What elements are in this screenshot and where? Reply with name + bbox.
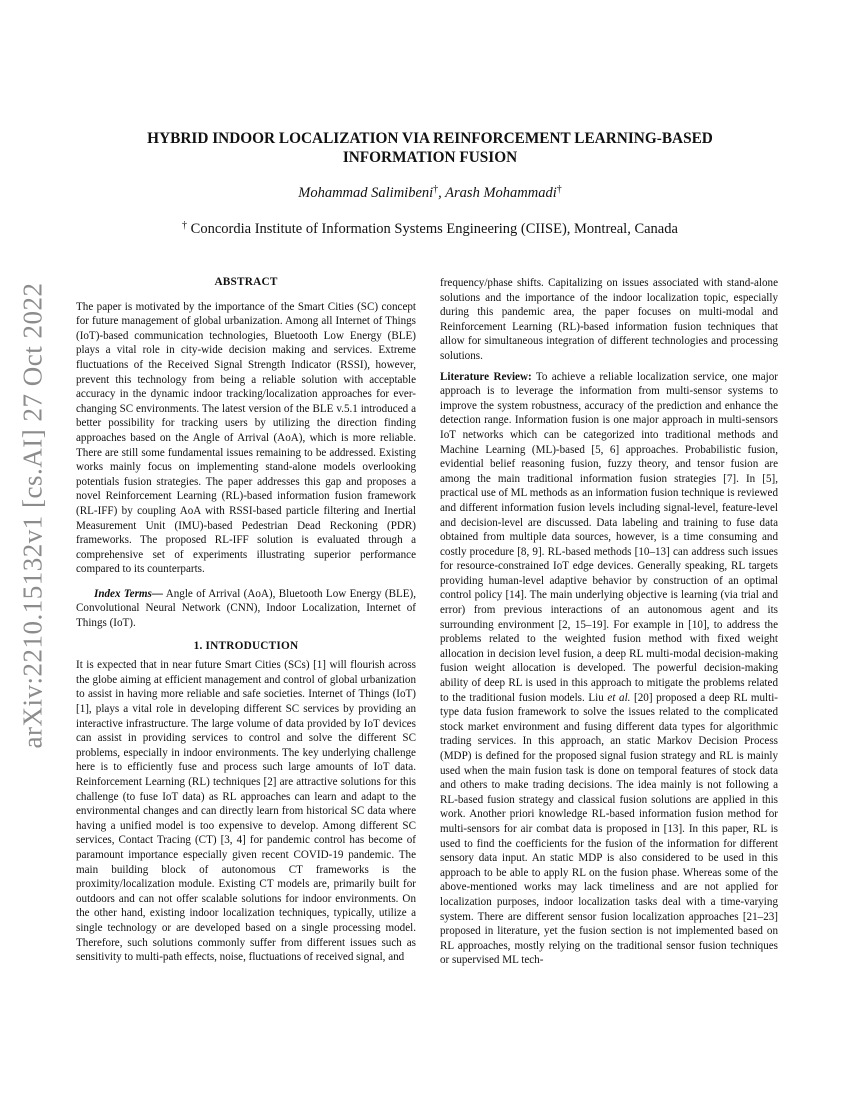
author-separator: , bbox=[438, 185, 446, 201]
literature-review-label: Literature Review: bbox=[440, 370, 532, 383]
author-salimibeni: Mohammad Salimibeni bbox=[298, 185, 434, 201]
affiliation-dagger-mark: † bbox=[433, 184, 439, 195]
abstract-body: The paper is motivated by the importance of the Smart Cities (SC) concept for future management of global urbanization. Among all Internet of Things (IoT)-based communication technologies, Bluetooth Low Energy (BLE) plays a vital role in city-wide decision making and services. Extreme fluctuations of the Received Signal Strength Indicator (RSSI), however, prevent this technology from being a reliable solution with acceptable accuracy in the dynamic indoor tracking/localization approaches for ever-changing SC environments. The latest version of the BLE v.5.1 introduced a better possibility for tracking users by utilizing the direction finding approaches based on the Angle of Arrival (AoA), which is more reliable. There are still some fundamental issues remaining to be addressed. Existing works mainly focus on implementing stand-alone models overlooking potentials fusion strategies. The paper addresses this gap and proposes a novel Reinforcement Learning (RL)-based information fusion framework (RL-IFF) by coupling AoA with RSSI-based particle filtering and Inertial Measurement Unit (IMU)-based Pedestrian Dead Reckoning (PDR) frameworks. The proposed RL-IFF solution is evaluated through a comprehensive set of experiments illustrating superior performance compared to its counterparts. bbox=[76, 300, 416, 576]
index-terms-text: Angle of Arrival (AoA), Bluetooth Low Energy (BLE), Convolutional Neural Network (CNN), Indoor Localization, Internet of Things (IoT). bbox=[76, 587, 416, 630]
index-terms-label: Index Terms— bbox=[94, 587, 163, 600]
affiliation-line bbox=[90, 220, 770, 238]
literature-review-etal: et al. bbox=[607, 691, 631, 704]
affiliation-dagger-mark: † bbox=[182, 220, 188, 231]
left-column bbox=[76, 275, 416, 965]
introduction-continuation: frequency/phase shifts. Capitalizing on issues associated with stand-alone solutions and the importance of the indoor localization topic, especially during this pandemic area, the paper focuses on multi-modal and Reinforcement Learning (RL)-based information fusion techniques that allow for simultaneous integration of different technologies and processing solutions. bbox=[440, 277, 778, 362]
arxiv-sidebar-stamp bbox=[8, 282, 58, 748]
author-mohammadi: Arash Mohammadi bbox=[445, 185, 557, 201]
index-terms bbox=[76, 587, 416, 631]
literature-review-paragraph bbox=[440, 370, 778, 968]
affiliation-dagger-mark: † bbox=[556, 184, 562, 195]
author-line bbox=[90, 184, 770, 202]
introduction-heading: 1. INTRODUCTION bbox=[193, 639, 299, 652]
literature-review-text-1: To achieve a reliable localization service, one major approach is to leverage the information from multi-sensor systems to improve the system robustness, accuracy of the prediction and enhance the detection range. Information fusion is one major approach in multi-sensors IoT networks which can be categorized into traditional methods and Machine Learning (ML)-based [5, 6] approaches. Probabilistic fusion, evidential belief reasoning fusion, fuzzy theory, and tensor fusion are among the main traditional information fusion strategies [7]. In [5], practical use of ML methods as an information fusion technique is reviewed and different information fusion levels including signal-level, feature-level and decision-level are discussed. Data labeling and training to fuse data obtained from multiple data sources, however, is a time consuming and costly procedure [8, 9]. RL-based methods [10–13] can address such issues for resource-constrained IoT edge devices. Generally speaking, RL targets providing human-level adaptive behavior by construction of an optimal control policy [14]. The main underlying objective is learning (via trial and error) from previous interactions of an autonomous agent and its surrounding environment [2, 15–19]. For example in [10], to address the problems related to the weighted fusion method with fixed weight allocation in decision level fusion, a deep RL multi-modal decision-making fusion weight allocation is developed. The powerful decision-making ability of deep RL is used in this approach to mitigate the problems related to the traditional fusion models. Liu bbox=[440, 370, 778, 704]
introduction-body: It is expected that in near future Smart Cities (SCs) [1] will flourish across the globe aiming at efficient management and control of global urbanization to assist in having more reliable and safe societies. Internet of Things (IoT) [1], plays a vital role in developing different SC services by providing an interactive infrastructure. The large volume of data provided by IoT devices can assist in providing services to control and solve the different SC problems, especially in indoor environments. The key underlying challenge here is to efficiently fuse and process such large amounts of IoT data. Reinforcement Learning (RL) techniques [2] are attractive solutions for this challenge (to fuse IoT data) as RL approaches can learn and adapt to the environmental changes and can directly learn from historical SC data where having a unified model is too expensive to develop. Among different SC services, Contact Tracing (CT) [3, 4] for pandemic control has become of paramount importance especially given recent COVID-19 pandemic. The main building block of autonomous CT frameworks is the proximity/localization module. Existing CT models are, primarily built for outdoors and can not offer scalable solutions for indoor environments. On the other hand, existing indoor localization techniques, typically, utilize a single technology or are developed based on a single processing model. Therefore, such solutions commonly suffer from different issues such as sensitivity to multi-path effects, noise, fluctuations of received signal, and bbox=[76, 659, 416, 964]
arxiv-identifier[interactable]: arXiv:2210.15132v1 [cs.AI] 27 Oct 2022 bbox=[17, 282, 48, 748]
paper-title: HYBRID INDOOR LOCALIZATION VIA REINFORCEMENT LEARNING-BASED INFORMATION FUSION bbox=[147, 130, 713, 166]
right-column bbox=[440, 276, 778, 968]
literature-review-text-2: [20] proposed a deep RL multi-type data fusion framework to solve the issues related to the complicated stock market environment and fusing different data types for algorithmic trading services. In this approach, an static Markov Decision Process (MDP) is defined for the proposed signal fusion strategy and RL is mainly used when the main fusion task is done on temporal features of stock data and others to make trading decisions. The idea mainly is not following a RL-based fusion strategy and classical fusion solutions are applied in this work. Another priori knowledge RL-based information fusion method for multi-sensors for air combat data is proposed in [13]. In this paper, RL is used to find the coefficients for the fusion of the information for different sensory data input. An static MDP is also considered to be used in this approach to be able to apply RL on the fusion phase. Whereas some of the above-mentioned works may lack timeliness and are not applied for localization purposes, indoor localization tasks deal with a time-varying system. There are different sensor fusion localization approaches [21–23] proposed in literature, yet the fusion section is not implemented based on RL approaches, mostly relying on the traditional sensor fusion techniques or supervised ML tech- bbox=[440, 691, 778, 967]
affiliation-text: Concordia Institute of Information Systems Engineering (CIISE), Montreal, Canada bbox=[187, 221, 678, 237]
abstract-heading: ABSTRACT bbox=[214, 276, 278, 288]
